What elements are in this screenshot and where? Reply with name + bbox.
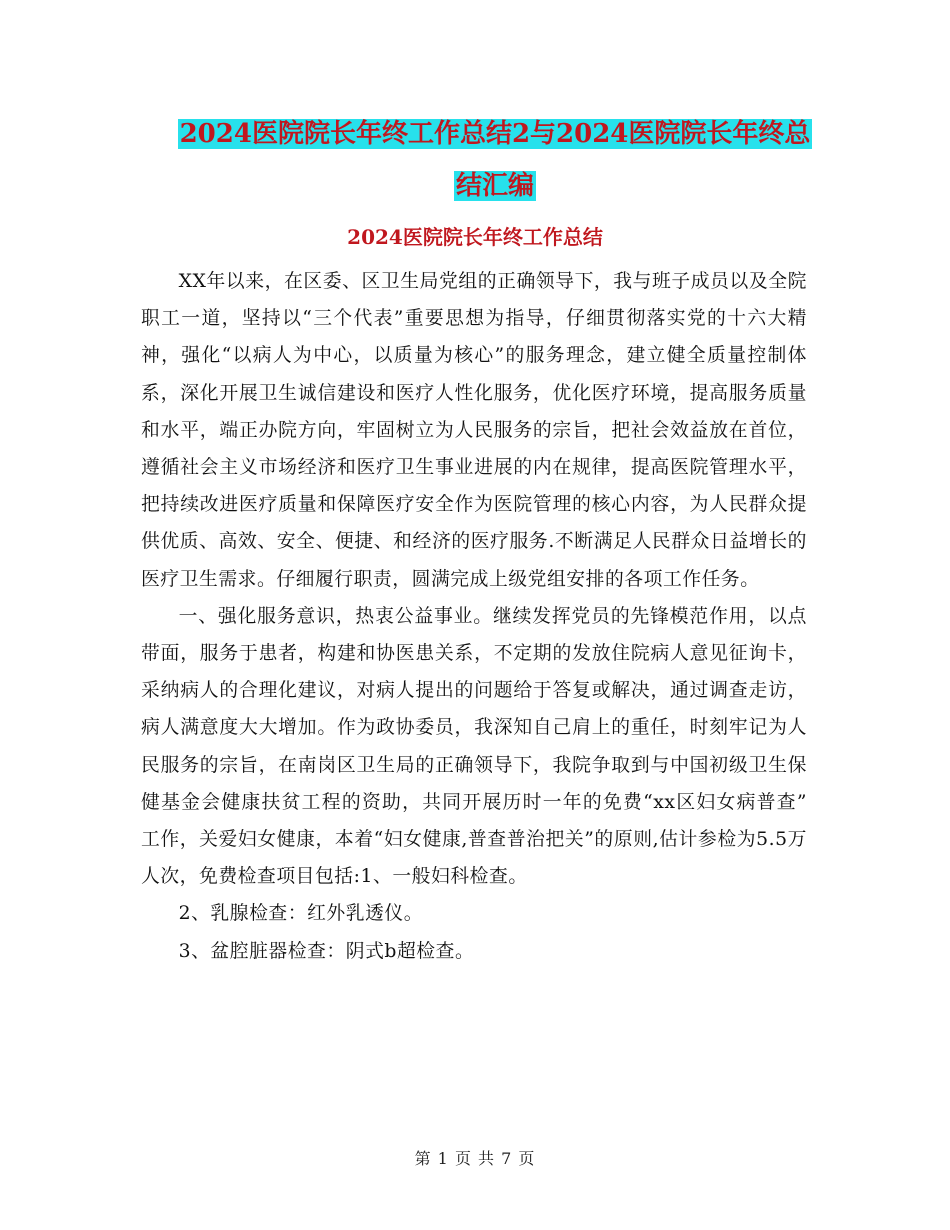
main-title-line2: 结汇编	[455, 171, 534, 201]
main-title-line1: 2024医院院长年终工作总结2与2024医院院长年终总	[179, 119, 811, 149]
page-number-footer: 第 1 页 共 7 页	[414, 1149, 536, 1168]
document-body	[141, 263, 807, 970]
paragraph: 3、盆腔脏器检查：阴式b超检查。	[178, 940, 475, 962]
paragraph: XX年以来，在区委、区卫生局党组的正确领导下，我与班子成员以及全院职工一道，坚持以“三个代表”重要思想为指导，仔细贯彻落实党的十六大精神，强化“以病人为中心，以质量为核心”的服务理念，建立健全质量控制体系，深化开展卫生诚信建设和医疗人性化服务，优化医疗环境，提高服务质量和水平，端正办院方向，牢固树立为人民服务的宗旨，把社会效益放在首位，遵循社会主义市场经济和医疗卫生事业进展的内在规律，提高医院管理水平，把持续改进医疗质量和保障医疗安全作为医院管理的核心内容，为人民群众提供优质、高效、安全、便捷、和经济的医疗服务.不断满足人民群众日益增长的医疗卫生需求。仔细履行职责，圆满完成上级党组安排的各项工作任务。	[141, 271, 807, 590]
section-title: 2024医院院长年终工作总结	[347, 225, 603, 249]
paragraph: 2、乳腺检查：红外乳透仪。	[178, 903, 424, 925]
document-main-title	[140, 108, 850, 212]
paragraph: 一、强化服务意识，热衷公益事业。继续发挥党员的先锋模范作用，以点带面，服务于患者，构建和协医患关系，不定期的发放住院病人意见征询卡，采纳病人的合理化建议，对病人提出的问题给于答复或解决，通过调查走访，病人满意度大大增加。作为政协委员，我深知自己肩上的重任，时刻牢记为人民服务的宗旨，在南岗区卫生局的正确领导下，我院争取到与中国初级卫生保健基金会健康扶贫工程的资助，共同开展历时一年的免费“xx区妇女病普查” 工作，关爱妇女健康，本着“妇女健康,普查普治把关”的原则,估计参检为5.5万人次，免费检查项目包括:1、一般妇科检查。	[141, 605, 807, 888]
